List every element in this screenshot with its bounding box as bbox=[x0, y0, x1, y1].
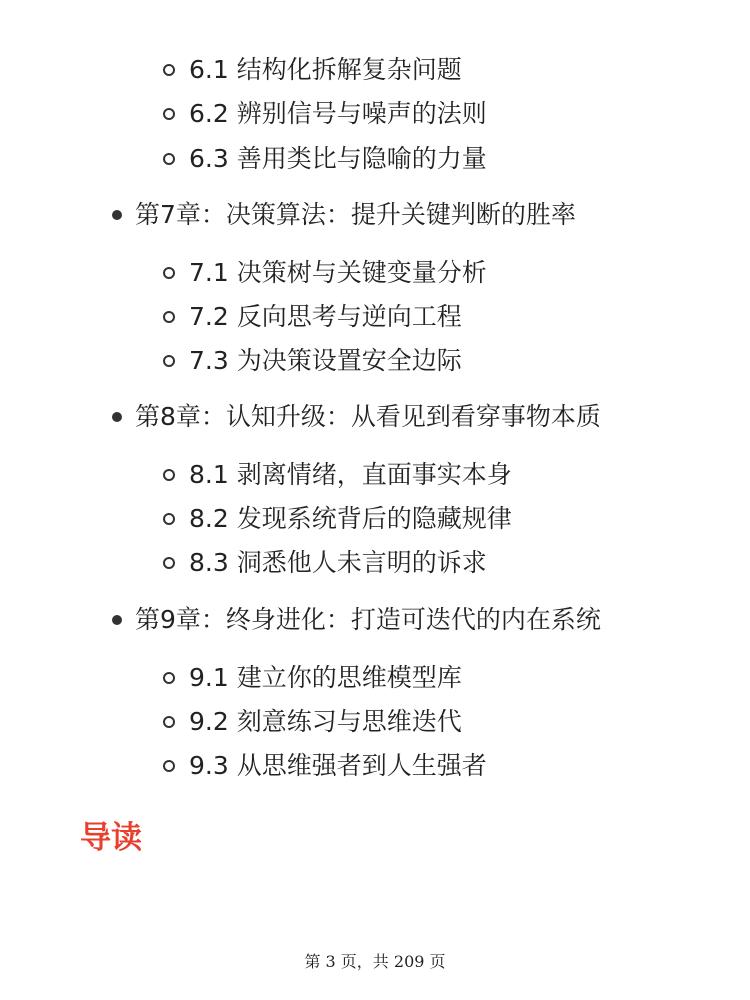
toc-section-7-3[interactable] bbox=[163, 341, 462, 381]
hollow-bullet-icon bbox=[163, 469, 175, 481]
toc-section-9-2[interactable] bbox=[163, 702, 462, 742]
hollow-bullet-icon bbox=[163, 557, 175, 569]
toc-section-9-1[interactable] bbox=[163, 658, 462, 698]
hollow-bullet-icon bbox=[163, 64, 175, 76]
toc-section-6-1[interactable] bbox=[163, 50, 462, 90]
toc-section-6-3[interactable] bbox=[163, 139, 487, 179]
section-title: 8.1 剥离情绪，直面事实本身 bbox=[189, 460, 512, 489]
hollow-bullet-icon bbox=[163, 513, 175, 525]
toc-section-7-1[interactable] bbox=[163, 253, 487, 293]
section-title: 8.3 洞悉他人未言明的诉求 bbox=[189, 548, 487, 577]
section-title: 9.3 从思维强者到人生强者 bbox=[189, 751, 487, 780]
section-title: 7.2 反向思考与逆向工程 bbox=[189, 302, 462, 331]
toc-section-6-2[interactable] bbox=[163, 94, 487, 134]
hollow-bullet-icon bbox=[163, 672, 175, 684]
toc-section-8-1[interactable] bbox=[163, 455, 512, 495]
section-title: 9.1 建立你的思维模型库 bbox=[189, 663, 462, 692]
hollow-bullet-icon bbox=[163, 311, 175, 323]
section-title: 7.3 为决策设置安全边际 bbox=[189, 346, 462, 375]
section-title: 6.2 辨别信号与噪声的法则 bbox=[189, 99, 487, 128]
section-title: 6.1 结构化拆解复杂问题 bbox=[189, 55, 462, 84]
filled-bullet-icon bbox=[112, 412, 122, 422]
toc-section-8-2[interactable] bbox=[163, 499, 512, 539]
hollow-bullet-icon bbox=[163, 153, 175, 165]
toc-section-7-2[interactable] bbox=[163, 297, 462, 337]
filled-bullet-icon bbox=[112, 210, 122, 220]
hollow-bullet-icon bbox=[163, 267, 175, 279]
page-footer: 第 3 页，共 209 页 bbox=[304, 952, 446, 971]
section-title: 9.2 刻意练习与思维迭代 bbox=[189, 707, 462, 736]
toc-chapter-7[interactable] bbox=[112, 195, 576, 235]
hollow-bullet-icon bbox=[163, 716, 175, 728]
hollow-bullet-icon bbox=[163, 760, 175, 772]
toc-section-9-3[interactable] bbox=[163, 746, 487, 786]
section-title: 6.3 善用类比与隐喻的力量 bbox=[189, 144, 487, 173]
filled-bullet-icon bbox=[112, 615, 122, 625]
section-title: 7.1 决策树与关键变量分析 bbox=[189, 258, 487, 287]
chapter-title: 第7章：决策算法：提升关键判断的胜率 bbox=[135, 200, 576, 229]
toc-chapter-9[interactable] bbox=[112, 600, 601, 640]
hollow-bullet-icon bbox=[163, 108, 175, 120]
toc-section-8-3[interactable] bbox=[163, 543, 487, 583]
hollow-bullet-icon bbox=[163, 355, 175, 367]
chapter-title: 第8章：认知升级：从看见到看穿事物本质 bbox=[135, 402, 601, 431]
toc-chapter-8[interactable] bbox=[112, 397, 601, 437]
chapter-title: 第9章：终身进化：打造可迭代的内在系统 bbox=[135, 605, 601, 634]
section-heading-intro: 导读 bbox=[80, 820, 142, 856]
section-title: 8.2 发现系统背后的隐藏规律 bbox=[189, 504, 512, 533]
